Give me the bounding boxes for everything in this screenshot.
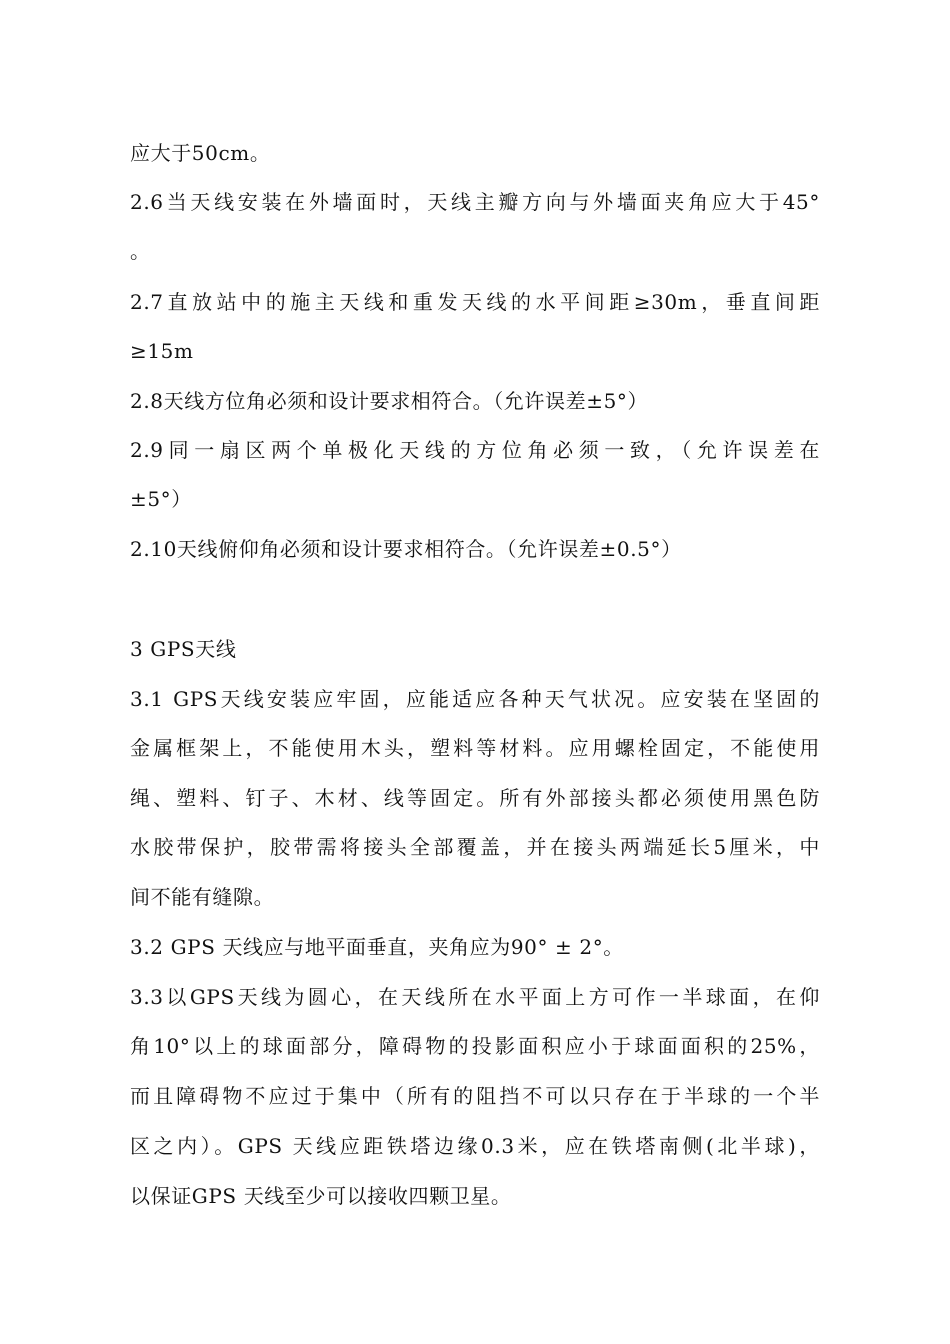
text-line: 而且障碍物不应过于集中（所有的阻挡不可以只存在于半球的一个半	[130, 1084, 820, 1108]
text-line: 3.3以GPS天线为圆心，在天线所在水平面上方可作一半球面，在仰	[130, 985, 820, 1009]
text-line: 角10°以上的球面部分，障碍物的投影面积应小于球面面积的25%，	[130, 1034, 820, 1058]
text-line: 3.2 GPS 天线应与地平面垂直，夹角应为90° ± 2°。	[130, 935, 624, 959]
text-line: 2.9同一扇区两个单极化天线的方位角必须一致，（允许误差在	[130, 438, 820, 462]
text-line: 绳、塑料、钉子、木材、线等固定。所有外部接头都必须使用黑色防	[130, 786, 820, 810]
text-line: 2.7直放站中的施主天线和重发天线的水平间距≥30m，垂直间距	[130, 290, 820, 314]
section-heading: 3 GPS天线	[130, 637, 237, 661]
text-line: ≥15m	[130, 339, 194, 363]
text-line: 金属框架上，不能使用木头，塑料等材料。应用螺栓固定，不能使用	[130, 736, 820, 760]
text-line: 3.1 GPS天线安装应牢固，应能适应各种天气状况。应安装在坚固的	[130, 687, 820, 711]
text-line: 区之内）。GPS 天线应距铁塔边缘0.3米，应在铁塔南侧(北半球)，	[130, 1134, 820, 1158]
text-line: 间不能有缝隙。	[130, 885, 275, 909]
text-line: 。	[130, 239, 151, 263]
text-line: 2.8天线方位角必须和设计要求相符合。（允许误差±5°）	[130, 389, 649, 413]
text-line: 2.6当天线安装在外墙面时，天线主瓣方向与外墙面夹角应大于45°	[130, 190, 820, 214]
text-line: 以保证GPS 天线至少可以接收四颗卫星。	[130, 1184, 512, 1208]
text-line: 2.10天线俯仰角必须和设计要求相符合。（允许误差±0.5°）	[130, 537, 682, 561]
text-line: 应大于50cm。	[130, 141, 271, 165]
text-line: ±5°）	[130, 487, 192, 511]
text-line: 水胶带保护，胶带需将接头全部覆盖，并在接头两端延长5厘米，中	[130, 835, 820, 859]
